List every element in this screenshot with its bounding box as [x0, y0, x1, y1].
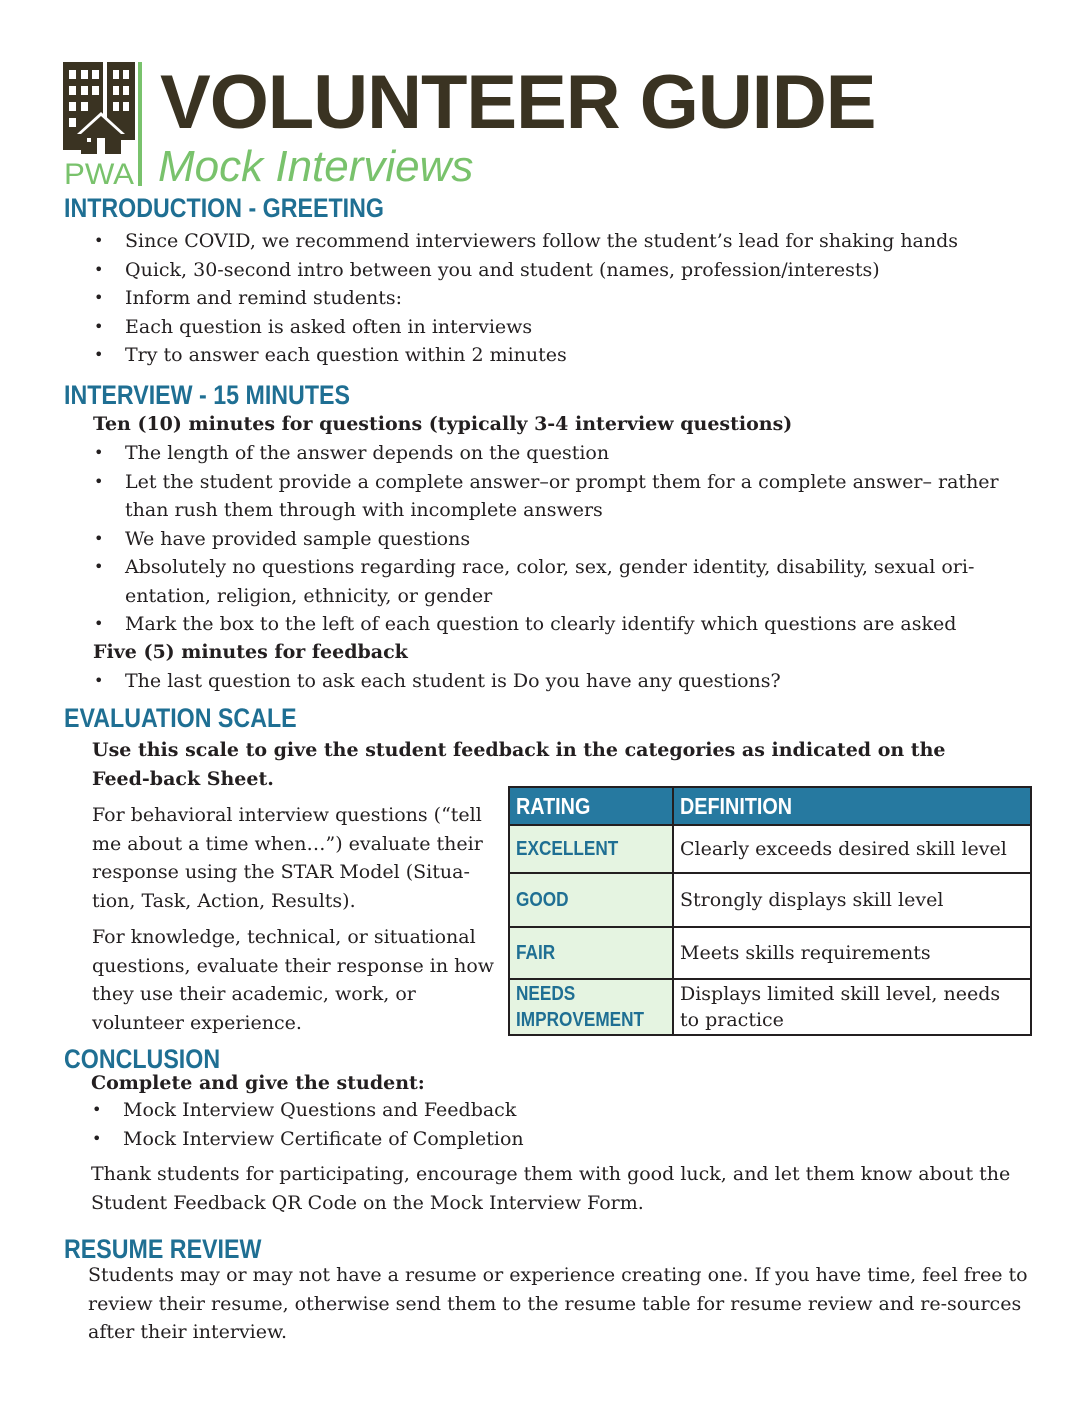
table-row	[509, 873, 1031, 927]
list-item: • The length of the answer depends on the question	[92, 439, 1012, 468]
evaluation-heading: EVALUATION SCALE	[64, 703, 297, 733]
pwa-logo	[63, 62, 143, 186]
list-item: • Inform and remind students:	[92, 284, 1052, 313]
list-item: • Each question is asked often in interviews	[92, 313, 1052, 342]
column-header-definition: DEFINITION	[673, 787, 1031, 825]
evaluation-knowledge-paragraph: For knowledge, technical, or situational questions, evaluate their response in how they use their academic, work, or volunteer experience.	[92, 926, 495, 1034]
interview-heading: INTERVIEW - 15 MINUTES	[64, 380, 350, 410]
conclusion-paragraph: Thank students for participating, encourage them with good luck, and let them know about the Student Feedback QR Code on the Mock Interview Form.	[91, 1163, 1011, 1214]
interview-bullet-list	[92, 439, 1012, 639]
column-header-rating: RATING	[509, 787, 673, 825]
list-item: • Try to answer each question within 2 minutes	[92, 341, 1052, 370]
intro-heading: INTRODUCTION - GREETING	[64, 193, 384, 223]
resume-heading: RESUME REVIEW	[64, 1234, 262, 1264]
page-subtitle: Mock Interviews	[158, 142, 474, 191]
list-item: • Mark the box to the left of each question to clearly identify which questions are asked	[92, 610, 1012, 639]
conclusion-bullet-list	[90, 1096, 990, 1153]
list-item: • Mock Interview Questions and Feedback	[90, 1096, 990, 1125]
interview-subheading-feedback: Five (5) minutes for feedback	[93, 641, 408, 663]
list-item: • Let the student provide a complete answer–or prompt them for a complete answer– rather than rush them through with incomplete answers	[92, 468, 1012, 525]
page-title: VOLUNTEER GUIDE	[160, 60, 876, 145]
list-item: • Quick, 30-second intro between you and student (names, profession/interests)	[92, 256, 1052, 285]
rating-cell: FAIR	[509, 927, 673, 979]
resume-paragraph: Students may or may not have a resume or experience creating one. If you have time, feel free to review their resume, otherwise send them to the resume table for resume review and re-sources after their interview.	[88, 1264, 1028, 1343]
definition-cell: Displays limited skill level, needs to practice	[673, 979, 1031, 1035]
table-row	[509, 927, 1031, 979]
list-item: • Absolutely no questions regarding race, color, sex, gender identity, disability, sexual ori-entation, religion, ethnicity, or gender	[92, 553, 1012, 610]
evaluation-behavioral-paragraph: For behavioral interview questions (“tell me about a time when…”) evaluate their response using the STAR Model (Situa-tion, Task, Action, Results).	[92, 804, 483, 912]
evaluation-scale-table	[508, 786, 1032, 1036]
definition-cell: Meets skills requirements	[673, 927, 1031, 979]
feedback-bullet-list	[92, 667, 1012, 696]
list-item: • Mock Interview Certificate of Completion	[90, 1125, 990, 1154]
table-row	[509, 979, 1031, 1035]
rating-cell: NEEDS IMPROVEMENT	[509, 979, 673, 1035]
interview-subheading-questions: Ten (10) minutes for questions (typically 3-4 interview questions)	[93, 413, 793, 435]
intro-bullet-list	[92, 227, 1052, 370]
logo-text: PWA	[64, 158, 134, 186]
evaluation-intro: Use this scale to give the student feedback in the categories as indicated on the Feed-back Sheet.	[92, 739, 946, 790]
list-item: • The last question to ask each student is Do you have any questions?	[92, 667, 1012, 696]
definition-cell: Strongly displays skill level	[673, 873, 1031, 927]
rating-cell: GOOD	[509, 873, 673, 927]
definition-cell: Clearly exceeds desired skill level	[673, 825, 1031, 873]
table-row	[509, 825, 1031, 873]
table-header-row	[509, 787, 1031, 825]
conclusion-subheading: Complete and give the student:	[91, 1072, 425, 1094]
conclusion-heading: CONCLUSION	[64, 1044, 221, 1074]
list-item: • We have provided sample questions	[92, 525, 1012, 554]
rating-cell: EXCELLENT	[509, 825, 673, 873]
list-item: • Since COVID, we recommend interviewers follow the student’s lead for shaking hands	[92, 227, 1052, 256]
